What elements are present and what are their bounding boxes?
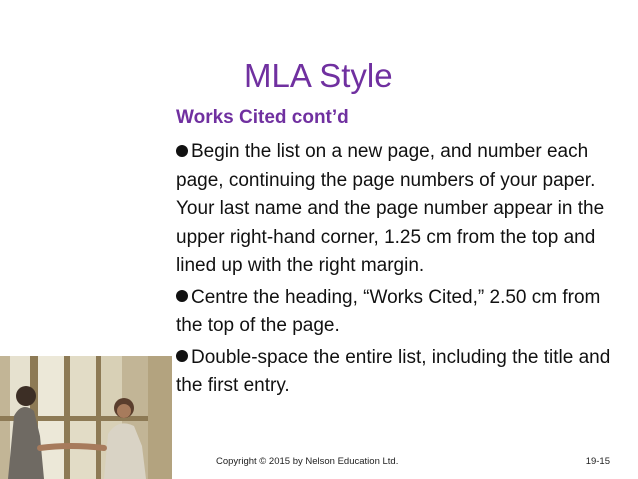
slide-footer bbox=[216, 456, 626, 467]
bullet-text: Double-space the entire list, including the title and the first entry. bbox=[176, 346, 611, 396]
bullet-list bbox=[176, 138, 626, 404]
bullet-text: Centre the heading, “Works Cited,” 2.50 cm from the top of the page. bbox=[176, 286, 601, 336]
bullet-item bbox=[176, 138, 626, 281]
bullet-dot-icon bbox=[176, 145, 188, 157]
slide-title: MLA Style bbox=[244, 57, 393, 94]
slide-subtitle: Works Cited cont’d bbox=[176, 107, 349, 128]
bullet-dot-icon bbox=[176, 290, 188, 302]
bullet-text: Begin the list on a new page, and number each page, continuing the page numbers of your paper. Your last name and the page number appear in the upper right-hand corner, 1.25 cm from the top and lined up with the right margin. bbox=[176, 141, 605, 276]
page-number: 19-15 bbox=[585, 456, 610, 467]
bullet-item bbox=[176, 344, 626, 401]
handshake-illustration bbox=[0, 356, 172, 479]
copyright-text: Copyright © 2015 by Nelson Education Ltd. bbox=[216, 456, 399, 467]
office-handshake-photo bbox=[0, 356, 172, 479]
bullet-dot-icon bbox=[176, 350, 188, 362]
bullet-item bbox=[176, 284, 626, 341]
